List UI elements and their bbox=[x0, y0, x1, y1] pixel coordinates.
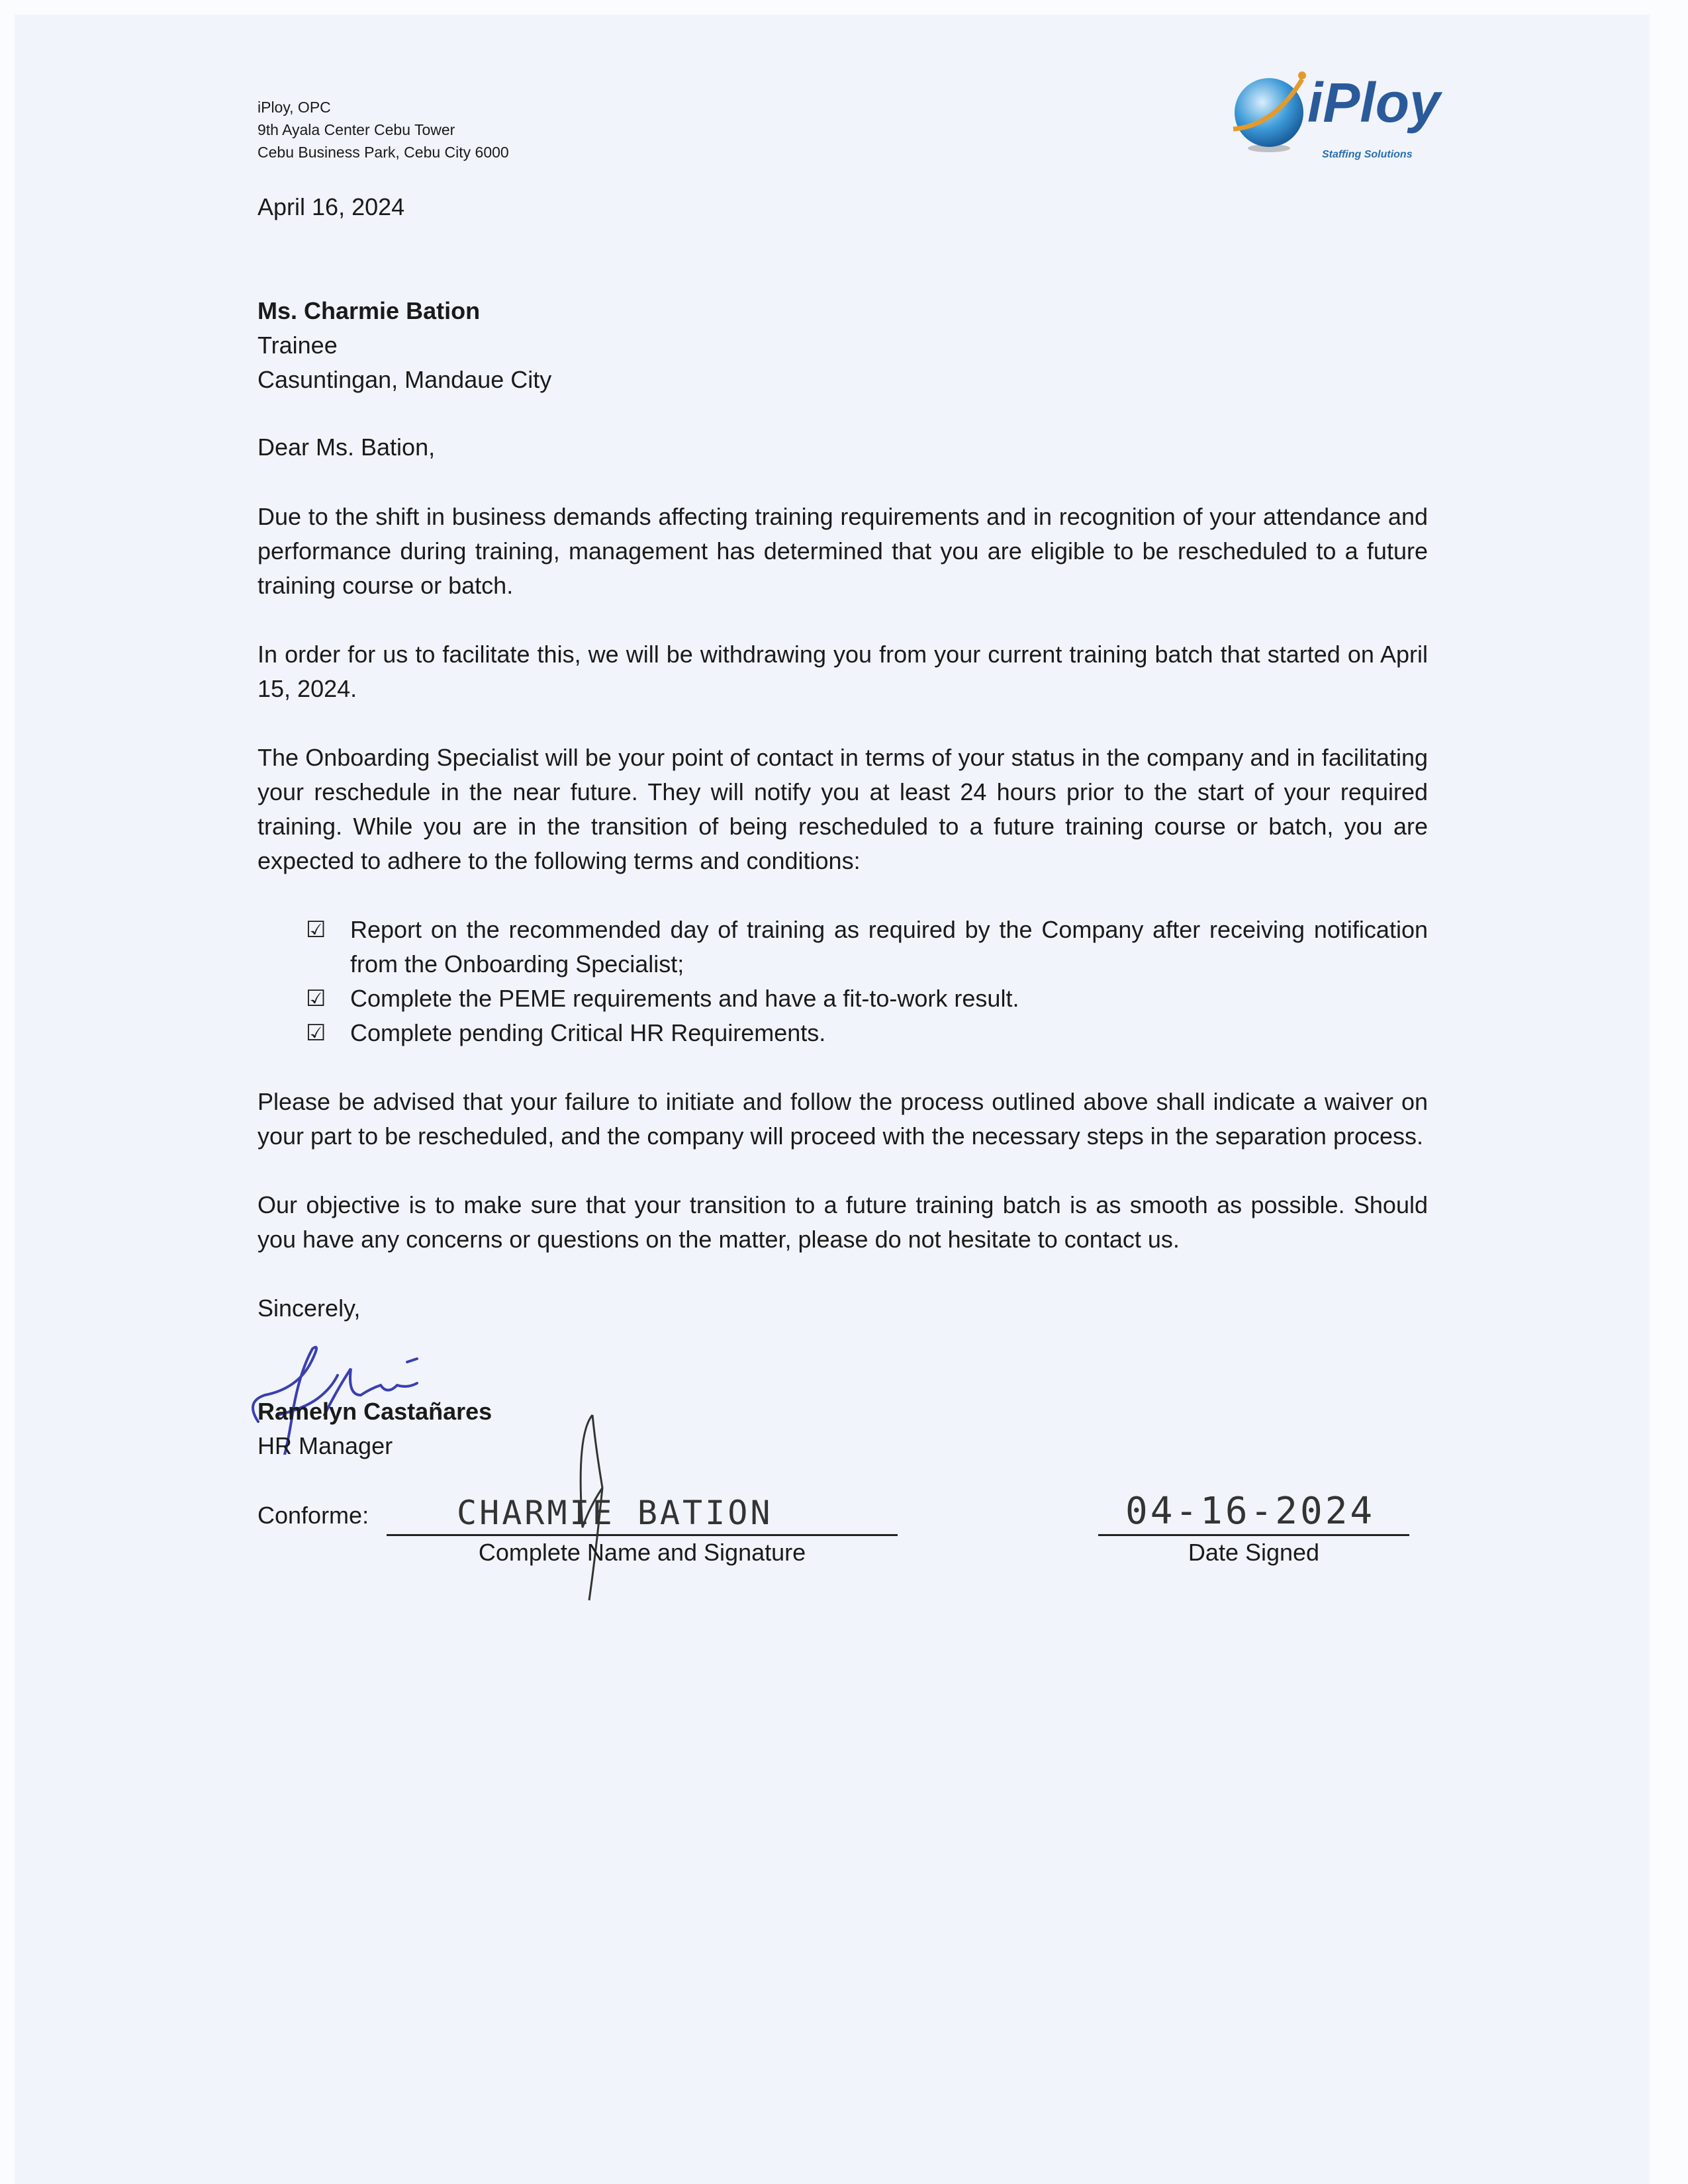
date-signed-caption: Date Signed bbox=[1188, 1539, 1320, 1566]
checked-box-icon: ☑ bbox=[306, 986, 326, 1011]
letter-date: April 16, 2024 bbox=[258, 193, 405, 220]
conforme-section bbox=[258, 1490, 1428, 1571]
paragraph-3: The Onboarding Specialist will be your point of contact in terms of your status in the company and in facilitating your reschedule in the near future. They will notify you at least 24 hours prior to the start of your required training. While you are in the transition of being rescheduled to a future training course or batch, you are expected to adhere to the following terms and conditions: bbox=[258, 744, 1428, 874]
condition-text: Complete pending Critical HR Requirements. bbox=[350, 1019, 826, 1046]
condition-item bbox=[306, 981, 1428, 1016]
globe-icon bbox=[1228, 66, 1473, 162]
handwritten-name: CHARMIE BATION bbox=[457, 1494, 773, 1532]
condition-text: Report on the recommended day of training as required by the Company after receiving notification from the Onboarding Specialist; bbox=[350, 916, 1428, 978]
salutation: Dear Ms. Bation, bbox=[258, 433, 436, 461]
name-signature-caption: Complete Name and Signature bbox=[478, 1539, 806, 1566]
recipient-name: Ms. Charmie Bation bbox=[258, 297, 481, 324]
conforme-label: Conforme: bbox=[258, 1502, 369, 1529]
conditions-list bbox=[306, 913, 1428, 1050]
logo-wordmark: iPloy bbox=[1307, 71, 1440, 134]
address-line-1: 9th Ayala Center Cebu Tower bbox=[258, 121, 455, 138]
signatory-name: Ramelyn Castañares bbox=[258, 1398, 492, 1425]
letterhead-address bbox=[258, 96, 509, 163]
paragraph-2: In order for us to facilitate this, we will be withdrawing you from your current training batch that started on April 15, 2024. bbox=[258, 641, 1428, 702]
address-line-2: Cebu Business Park, Cebu City 6000 bbox=[258, 144, 509, 161]
checked-box-icon: ☑ bbox=[306, 1021, 326, 1046]
condition-item bbox=[306, 913, 1428, 981]
closing: Sincerely, bbox=[258, 1295, 361, 1322]
recipient-position: Trainee bbox=[258, 332, 338, 359]
recipient-address: Casuntingan, Mandaue City bbox=[258, 366, 552, 393]
signatory-title: HR Manager bbox=[258, 1432, 393, 1459]
logo-tagline: Staffing Solutions bbox=[1322, 149, 1413, 160]
company-name: iPloy, OPC bbox=[258, 99, 331, 116]
checked-box-icon: ☑ bbox=[306, 917, 326, 942]
paragraph-5: Our objective is to make sure that your transition to a future training batch is as smooth as possible. Should you have any concerns or questions on the matter, please do not hesitate to contact us. bbox=[258, 1191, 1428, 1253]
condition-item bbox=[306, 1016, 1428, 1050]
recipient-block bbox=[258, 294, 1428, 397]
signatory-block bbox=[258, 1394, 1428, 1463]
condition-text: Complete the PEME requirements and have a fit-to-work result. bbox=[350, 985, 1019, 1012]
handwritten-date: 04-16-2024 bbox=[1125, 1490, 1376, 1533]
company-logo bbox=[1228, 66, 1473, 162]
paragraph-1: Due to the shift in business demands affecting training requirements and in recognition of your attendance and performance during training, management has determined that you are eligible to be rescheduled to a future training course or batch. bbox=[258, 503, 1428, 599]
paragraph-4: Please be advised that your failure to initiate and follow the process outlined above shall indicate a waiver on your part to be rescheduled, and the company will proceed with the necessary steps in the separation process. bbox=[258, 1088, 1428, 1150]
letter-body bbox=[258, 190, 1428, 1571]
